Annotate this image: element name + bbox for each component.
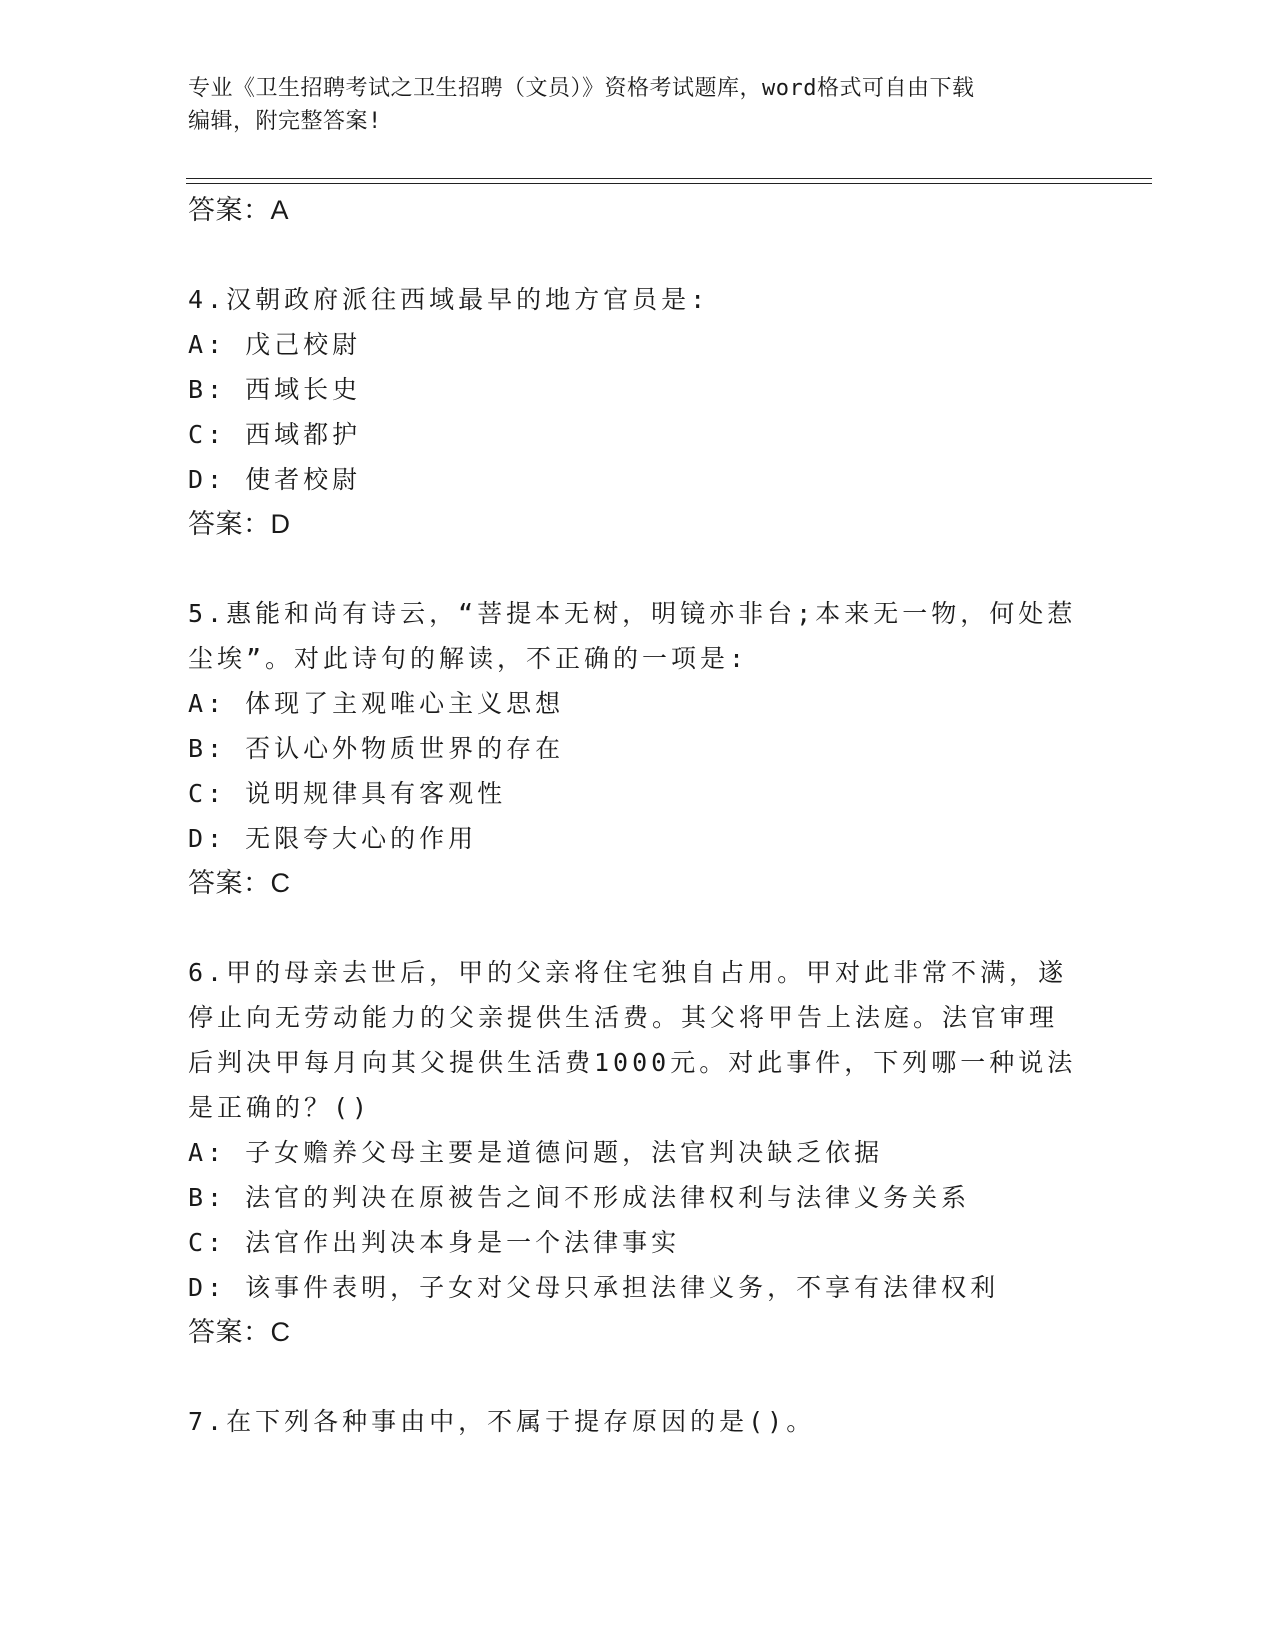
header-divider-bottom: [186, 183, 1152, 184]
option-b: B: 西域长史: [188, 375, 362, 404]
question-stem-line: 后判决甲每月向其父提供生活费1000元。对此事件，下列哪一种说法: [188, 1048, 1077, 1077]
spacer: [188, 1355, 1088, 1399]
header-divider-top: [186, 178, 1152, 179]
spacer: [188, 547, 1088, 591]
option-d: D: 该事件表明，子女对父母只承担法律义务，不享有法律权利: [188, 1273, 1000, 1302]
header-line-2: 编辑，附完整答案!: [188, 109, 382, 134]
option-d: D: 无限夸大心的作用: [188, 824, 478, 853]
header-line-1: 专业《卫生招聘考试之卫生招聘（文员）》资格考试题库，word格式可自由下载: [188, 76, 975, 101]
question-stem-line: 6.甲的母亲去世后，甲的父亲将住宅独自占用。甲对此非常不满，遂: [188, 958, 1068, 987]
answer-line: 答案：C: [188, 1317, 291, 1347]
question-stem: 7.在下列各种事由中，不属于提存原因的是()。: [188, 1407, 816, 1436]
answer-line: 答案：A: [188, 195, 290, 225]
option-a: A: 体现了主观唯心主义思想: [188, 689, 565, 718]
option-c: C: 法官作出判决本身是一个法律事实: [188, 1228, 681, 1257]
question-stem-line: 尘埃”。对此诗句的解读，不正确的一项是:: [188, 644, 749, 673]
spacer: [188, 906, 1088, 950]
option-c: C: 说明规律具有客观性: [188, 779, 507, 808]
option-c: C: 西域都护: [188, 420, 362, 449]
question-stem: 4.汉朝政府派往西域最早的地方官员是:: [188, 285, 710, 314]
option-d: D: 使者校尉: [188, 465, 362, 494]
question-stem-line: 5.惠能和尚有诗云，“菩提本无树，明镜亦非台;本来无一物，何处惹: [188, 599, 1077, 628]
question-stem-line: 是正确的？(): [188, 1093, 372, 1122]
question-6: [188, 950, 1088, 1355]
option-a: A: 子女赡养父母主要是道德问题，法官判决缺乏依据: [188, 1138, 884, 1167]
question-4: [188, 277, 1088, 547]
option-b: B: 法官的判决在原被告之间不形成法律权利与法律义务关系: [188, 1183, 971, 1212]
question-5: [188, 591, 1088, 906]
document-header: [188, 72, 1068, 138]
question-stem-line: 停止向无劳动能力的父亲提供生活费。其父将甲告上法庭。法官审理: [188, 1003, 1059, 1032]
option-a: A: 戊己校尉: [188, 330, 362, 359]
question-7: [188, 1399, 1088, 1444]
answer-line: 答案：D: [188, 509, 291, 539]
option-b: B: 否认心外物质世界的存在: [188, 734, 565, 763]
answer-line: 答案：C: [188, 868, 291, 898]
spacer: [188, 233, 1088, 277]
question-list: [188, 188, 1088, 1444]
